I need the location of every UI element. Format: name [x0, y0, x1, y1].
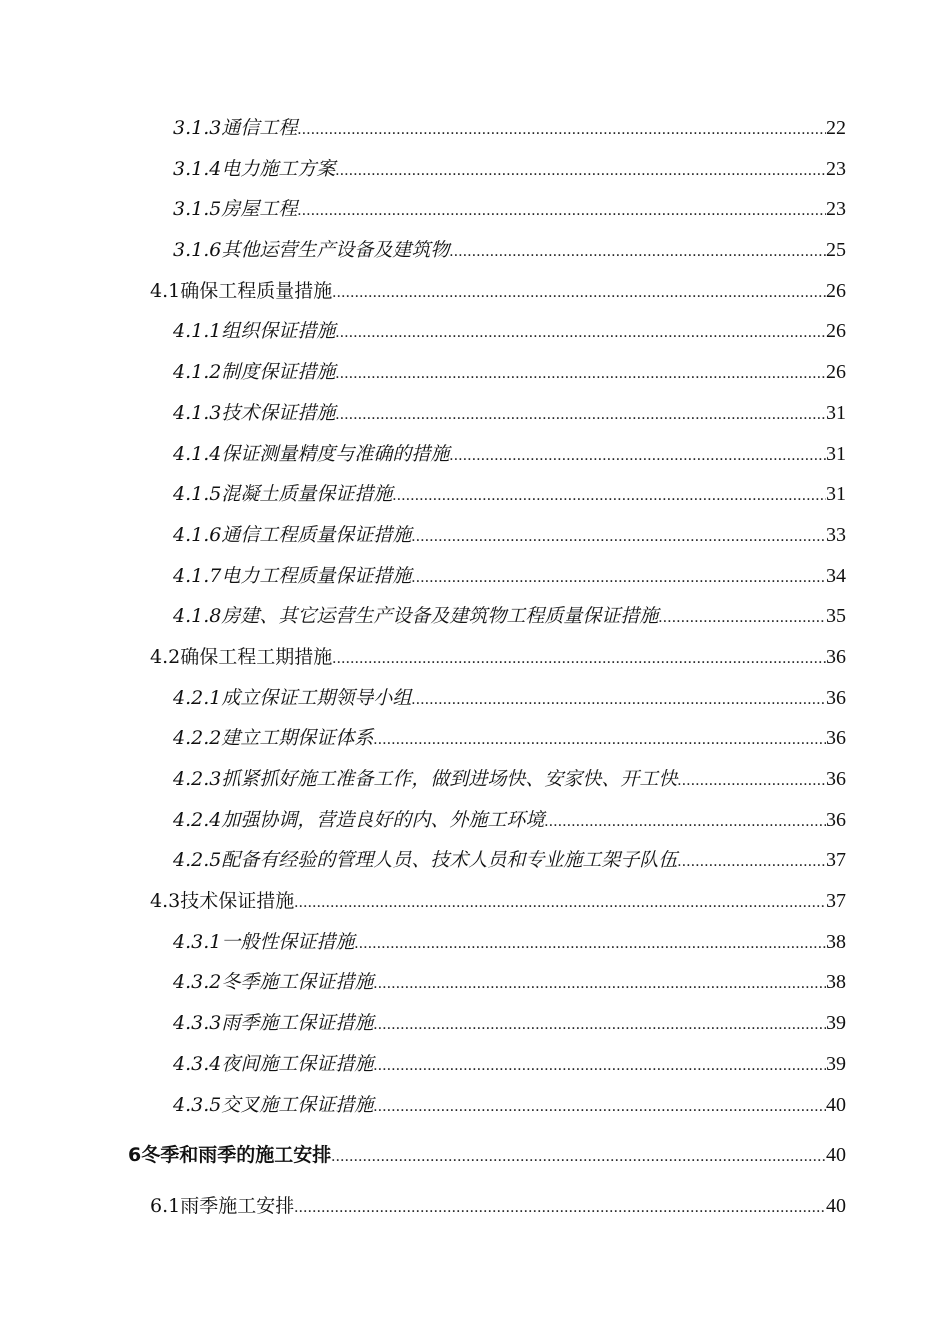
- toc-entry[interactable]: [0, 108, 950, 149]
- dot-leader: [411, 558, 826, 599]
- dot-leader: [332, 639, 826, 680]
- toc-page-number: 39: [826, 1012, 846, 1035]
- toc-entry-title: 4.3技术保证措施: [150, 890, 295, 913]
- toc-entry-title: 3.1.3通信工程: [173, 117, 298, 139]
- toc-entry[interactable]: [0, 556, 950, 597]
- toc-entry[interactable]: [0, 1003, 950, 1044]
- toc-entry-title: 4.1.1组织保证措施: [173, 320, 336, 343]
- toc-entry-title: 4.3.4夜间施工保证措施: [173, 1052, 374, 1075]
- toc-page-number: 33: [826, 523, 846, 546]
- toc-entry-title: 4.1确保工程质量措施: [150, 279, 333, 302]
- toc-page-number: 34: [826, 564, 846, 587]
- toc-entry[interactable]: [0, 311, 950, 352]
- toc-entry-title: 4.3.5交叉施工保证措施: [173, 1093, 374, 1116]
- dot-leader: [335, 354, 826, 395]
- dot-leader: [331, 1137, 826, 1178]
- toc-entry[interactable]: [0, 718, 950, 759]
- toc-entry[interactable]: [0, 881, 950, 922]
- toc-entry[interactable]: [0, 1085, 950, 1126]
- toc-entry-title: 4.2.2建立工期保证体系: [173, 727, 374, 750]
- dot-leader: [332, 273, 826, 314]
- toc-entry[interactable]: [0, 637, 950, 678]
- dot-leader: [335, 151, 826, 192]
- dot-leader: [449, 232, 826, 273]
- dot-leader: [373, 1087, 826, 1128]
- toc-entry[interactable]: [0, 149, 950, 190]
- dot-leader: [677, 842, 826, 883]
- dot-leader: [354, 924, 826, 965]
- toc-entry[interactable]: [0, 840, 950, 881]
- toc-page-number: 40: [826, 1194, 846, 1217]
- toc-entry-title: 4.1.6通信工程质量保证措施: [173, 523, 412, 546]
- toc-page-number: 36: [826, 686, 846, 709]
- toc-page-number: 36: [826, 727, 846, 750]
- dot-leader: [392, 476, 826, 517]
- toc-entry[interactable]: [0, 515, 950, 556]
- toc-entry[interactable]: [0, 271, 950, 312]
- toc-entry-title: 6冬季和雨季的施工安排: [128, 1144, 332, 1167]
- toc-entry-title: 3.1.6其他运营生产设备及建筑物: [173, 239, 450, 262]
- toc-page-number: 36: [826, 768, 846, 790]
- dot-leader: [373, 964, 826, 1005]
- toc-page-number: 37: [826, 890, 846, 913]
- toc-page-number: 26: [826, 279, 846, 302]
- dot-leader: [297, 110, 826, 151]
- toc-entry-title: 4.3.3雨季施工保证措施: [173, 1012, 374, 1035]
- toc-entry[interactable]: [0, 962, 950, 1003]
- toc-entry-title: 4.1.2制度保证措施: [173, 361, 336, 384]
- toc-entry[interactable]: [0, 596, 950, 637]
- dot-leader: [411, 517, 826, 558]
- toc-entry[interactable]: [0, 759, 950, 800]
- toc-page-number: 31: [826, 442, 846, 465]
- toc-entry-title: 4.2.5配备有经验的管理人员、技术人员和专业施工架子队伍: [173, 849, 678, 872]
- toc-entry-title: 4.1.7电力工程质量保证措施: [173, 564, 412, 587]
- toc-page-number: 25: [826, 239, 846, 262]
- dot-leader: [335, 395, 826, 436]
- toc-page-number: 36: [826, 645, 846, 668]
- toc-page-number: 35: [826, 605, 846, 628]
- dot-leader: [411, 680, 826, 721]
- toc-entry[interactable]: [0, 1135, 950, 1176]
- dot-leader: [373, 1005, 826, 1046]
- toc-entry[interactable]: [0, 393, 950, 434]
- toc-entry[interactable]: [0, 1044, 950, 1085]
- toc-entry[interactable]: [0, 230, 950, 271]
- toc-page-number: 22: [826, 117, 846, 139]
- toc-entry-title: 4.2.3抓紧抓好施工准备工作，做到进场快、安家快、开工快: [173, 768, 678, 790]
- toc-page-number: 38: [826, 930, 846, 953]
- toc-entry[interactable]: [0, 1186, 950, 1227]
- toc-entry-title: 6.1雨季施工安排: [150, 1194, 295, 1217]
- toc-page-number: 36: [826, 808, 846, 831]
- dot-leader: [294, 1188, 826, 1229]
- dot-leader: [294, 883, 826, 924]
- toc-entry-title: 3.1.5房屋工程: [173, 198, 298, 221]
- toc-entry-title: 4.2确保工程工期措施: [150, 645, 333, 668]
- toc-entry[interactable]: [0, 352, 950, 393]
- toc-entry-title: 3.1.4电力施工方案: [173, 157, 336, 180]
- toc-entry[interactable]: [0, 474, 950, 515]
- toc-page-number: 23: [826, 198, 846, 221]
- dot-leader: [373, 720, 826, 761]
- toc-entry[interactable]: [0, 434, 950, 475]
- dot-leader: [449, 436, 826, 477]
- toc-page-number: 26: [826, 361, 846, 384]
- dot-leader: [677, 761, 826, 802]
- toc-entry-title: 4.1.8房建、其它运营生产设备及建筑物工程质量保证措施: [173, 605, 659, 628]
- dot-leader: [544, 802, 826, 843]
- toc-entry[interactable]: [0, 922, 950, 963]
- dot-leader: [373, 1046, 826, 1087]
- toc-page-number: 26: [826, 320, 846, 343]
- toc-page-number: 38: [826, 971, 846, 994]
- toc-page-number: 23: [826, 157, 846, 180]
- toc-entry-title: 4.2.1成立保证工期领导小组: [173, 686, 412, 709]
- toc-entry-title: 4.1.3技术保证措施: [173, 401, 336, 424]
- toc-entry-title: 4.1.4保证测量精度与准确的措施: [173, 442, 450, 465]
- table-of-contents: [0, 108, 950, 1227]
- dot-leader: [335, 313, 826, 354]
- toc-entry[interactable]: [0, 189, 950, 230]
- toc-page-number: 37: [826, 849, 846, 872]
- toc-page-number: 39: [826, 1052, 846, 1075]
- toc-entry-title: 4.3.2冬季施工保证措施: [173, 971, 374, 994]
- dot-leader: [297, 191, 826, 232]
- toc-entry-title: 4.3.1一般性保证措施: [173, 930, 355, 953]
- toc-page-number: 40: [826, 1093, 846, 1116]
- toc-page-number: 31: [826, 401, 846, 424]
- toc-entry-title: 4.2.4加强协调，营造良好的内、外施工环境: [173, 808, 545, 831]
- dot-leader: [658, 598, 826, 639]
- toc-page-number: 31: [826, 483, 846, 506]
- toc-entry[interactable]: [0, 800, 950, 841]
- toc-entry[interactable]: [0, 678, 950, 719]
- toc-entry-title: 4.1.5混凝土质量保证措施: [173, 483, 393, 506]
- toc-page-number: 40: [826, 1144, 846, 1167]
